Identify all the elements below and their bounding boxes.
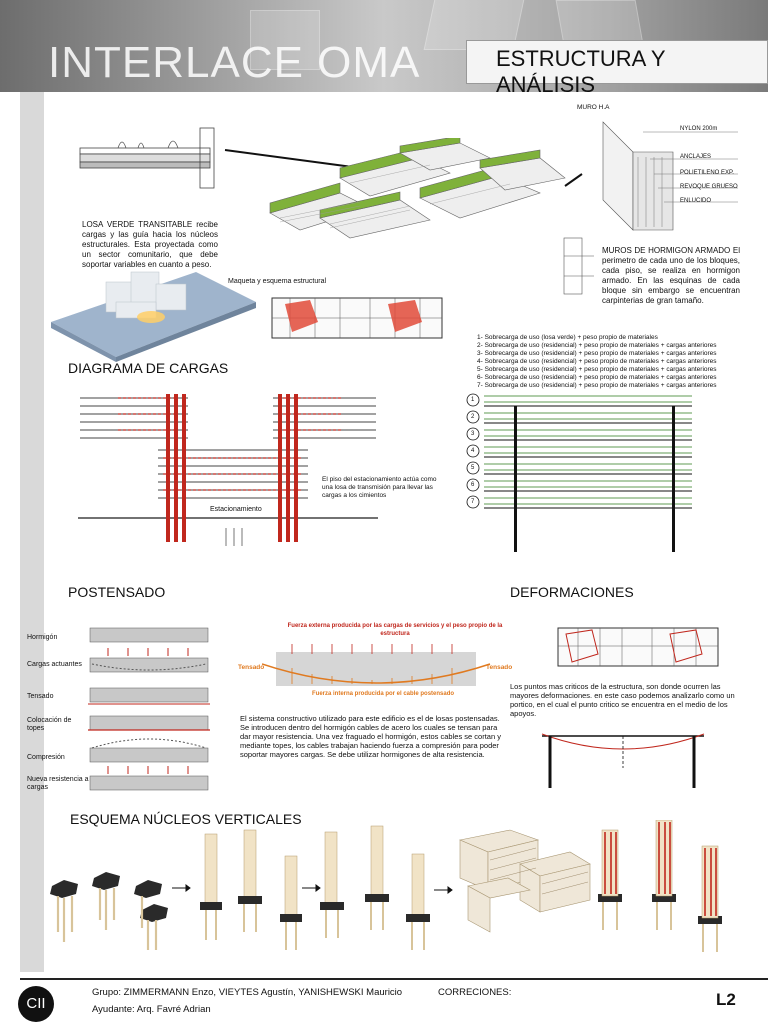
floor-number: 4 <box>471 448 475 454</box>
postensado-step-label: Compresión <box>27 754 65 761</box>
postensado-step-label: Colocación de topes <box>27 717 72 732</box>
building-axonometric <box>220 138 590 258</box>
load-legend-item: 3- Sobrecarga de uso (residencial) + peso propio de materiales + cargas anteriores <box>477 350 717 357</box>
postensado-heading: POSTENSADO <box>68 584 166 600</box>
wall-layer-label: ANCLAJES <box>680 154 712 160</box>
deformaciones-description: Los puntos mas criticos de la estructura, son donde ocurren las mayores deformaciones. en este caso podemos analizarlo como un portico, en el cual el punto critico se encuentra en el medio de los apoyos. <box>510 682 735 718</box>
floor-number: 2 <box>471 414 475 420</box>
wall-layer-label: NYLON 200m <box>680 126 718 132</box>
load-legend-item: 7- Sobrecarga de uso (residencial) + peso propio de materiales + cargas anteriores <box>477 382 717 389</box>
load-diagram <box>78 390 378 550</box>
load-legend-item: 1- Sobrecarga de uso (losa verde) + peso propio de materiales <box>477 334 658 341</box>
wall-layer-label: REVOQUE GRUESO <box>680 184 738 190</box>
losa-detail-drawing <box>78 120 223 190</box>
muro-label: MURO H.A <box>577 104 610 111</box>
cargas-heading: DIAGRAMA DE CARGAS <box>68 360 229 376</box>
wall-layer-label: POLIETILENO EXP. <box>680 170 734 176</box>
deformaciones-heading: DEFORMACIONES <box>510 584 634 600</box>
footer-divider <box>20 978 768 980</box>
tensado-right-label: Tensado <box>486 664 513 671</box>
footer-ayudante: Ayudante: Arq. Favré Adrian <box>92 1004 211 1015</box>
load-legend-item: 6- Sobrecarga de uso (residencial) + peso propio de materiales + cargas anteriores <box>477 374 717 381</box>
page-title: INTERLACE OMA <box>48 38 421 87</box>
portico-deformation-diagram <box>538 728 708 790</box>
floor-number: 7 <box>471 499 475 505</box>
postensado-step-label: Tensado <box>27 693 54 700</box>
postensado-steps-drawing <box>88 624 212 794</box>
load-legend-item: 2- Sobrecarga de uso (residencial) + peso propio de materiales + cargas anteriores <box>477 342 717 349</box>
postensado-description: El sistema constructivo utilizado para este edificio es el de losas postensadas. Se introducen dentro del hormigón cables de acero los cuales se tensan para dar mayor resistencia. Una vez fraguado el hormigón, estos cables se cortan y mediante topes, los cables trabajan haciendo fuerza a compresión para poder soportar mayores cargas. Se debe utilizar hormigones de alta resistencia. <box>240 714 501 759</box>
fuerza-interna-label: Fuerza interna producida por el cable postensado <box>312 691 455 697</box>
deformaciones-plan <box>556 624 722 670</box>
structural-plan <box>270 292 450 342</box>
muro-description: MUROS DE HORMIGON ARMADO El perimetro de cada uno de los bloques, cada piso, se realiza en hormigon armado. En las esquinas de cada bloque sin embargo se encuentran carpinterias de gran tamaño. <box>602 246 740 305</box>
footer-correcciones: CORRECIONES: <box>438 987 512 998</box>
tensado-left-label: Tensado <box>238 664 265 671</box>
floor-number: 6 <box>471 482 475 488</box>
losa-description: LOSA VERDE TRANSITABLE recibe cargas y las guía hacia los núcleos estructurales. Esta proyectada como un sector comunitario, que debe soportar variables en cuanto a peso. <box>82 220 218 269</box>
wall-section-drawing <box>556 236 596 296</box>
postensado-step-label: Cargas actuantes <box>27 661 82 668</box>
footer-grupo: Grupo: ZIMMERMANN Enzo, VIEYTES Agustín, YANISHEWSKI Mauricio <box>92 987 403 998</box>
floor-number: 3 <box>471 431 475 437</box>
page-subtitle: ESTRUCTURA Y ANÁLISIS <box>496 46 666 97</box>
estacionamiento-label: Estacionamiento <box>210 506 262 513</box>
wall-layer-label: ENLUCIDO <box>680 198 712 204</box>
postensado-step-label: Hormigón <box>27 634 58 641</box>
maqueta-label: Maqueta y esquema estructural <box>228 278 327 285</box>
vertical-cores-diagram <box>40 820 740 970</box>
postensado-step-label: Nueva resistencia a cargas <box>27 776 89 791</box>
load-legend-item: 5- Sobrecarga de uso (residencial) + peso propio de materiales + cargas anteriores <box>477 366 717 373</box>
fuerza-externa-label: Fuerza externa producida por las cargas de servicios y el peso propio de la estructura <box>287 623 503 637</box>
nucleos-heading: ESQUEMA NÚCLEOS VERTICALES <box>70 811 302 827</box>
floor-load-diagram <box>464 392 704 552</box>
floor-number: 5 <box>471 465 475 471</box>
load-legend-item: 4- Sobrecarga de uso (residencial) + peso propio de materiales + cargas anteriores <box>477 358 717 365</box>
estacionamiento-note: El piso del estacionamiento actúa como una losa de transmisión para llevar las cargas a los cimientos <box>322 476 437 499</box>
institution-logo: CII <box>18 986 54 1022</box>
model-photo <box>46 262 258 362</box>
sheet-number: L2 <box>716 990 736 1009</box>
floor-number: 1 <box>471 397 475 403</box>
